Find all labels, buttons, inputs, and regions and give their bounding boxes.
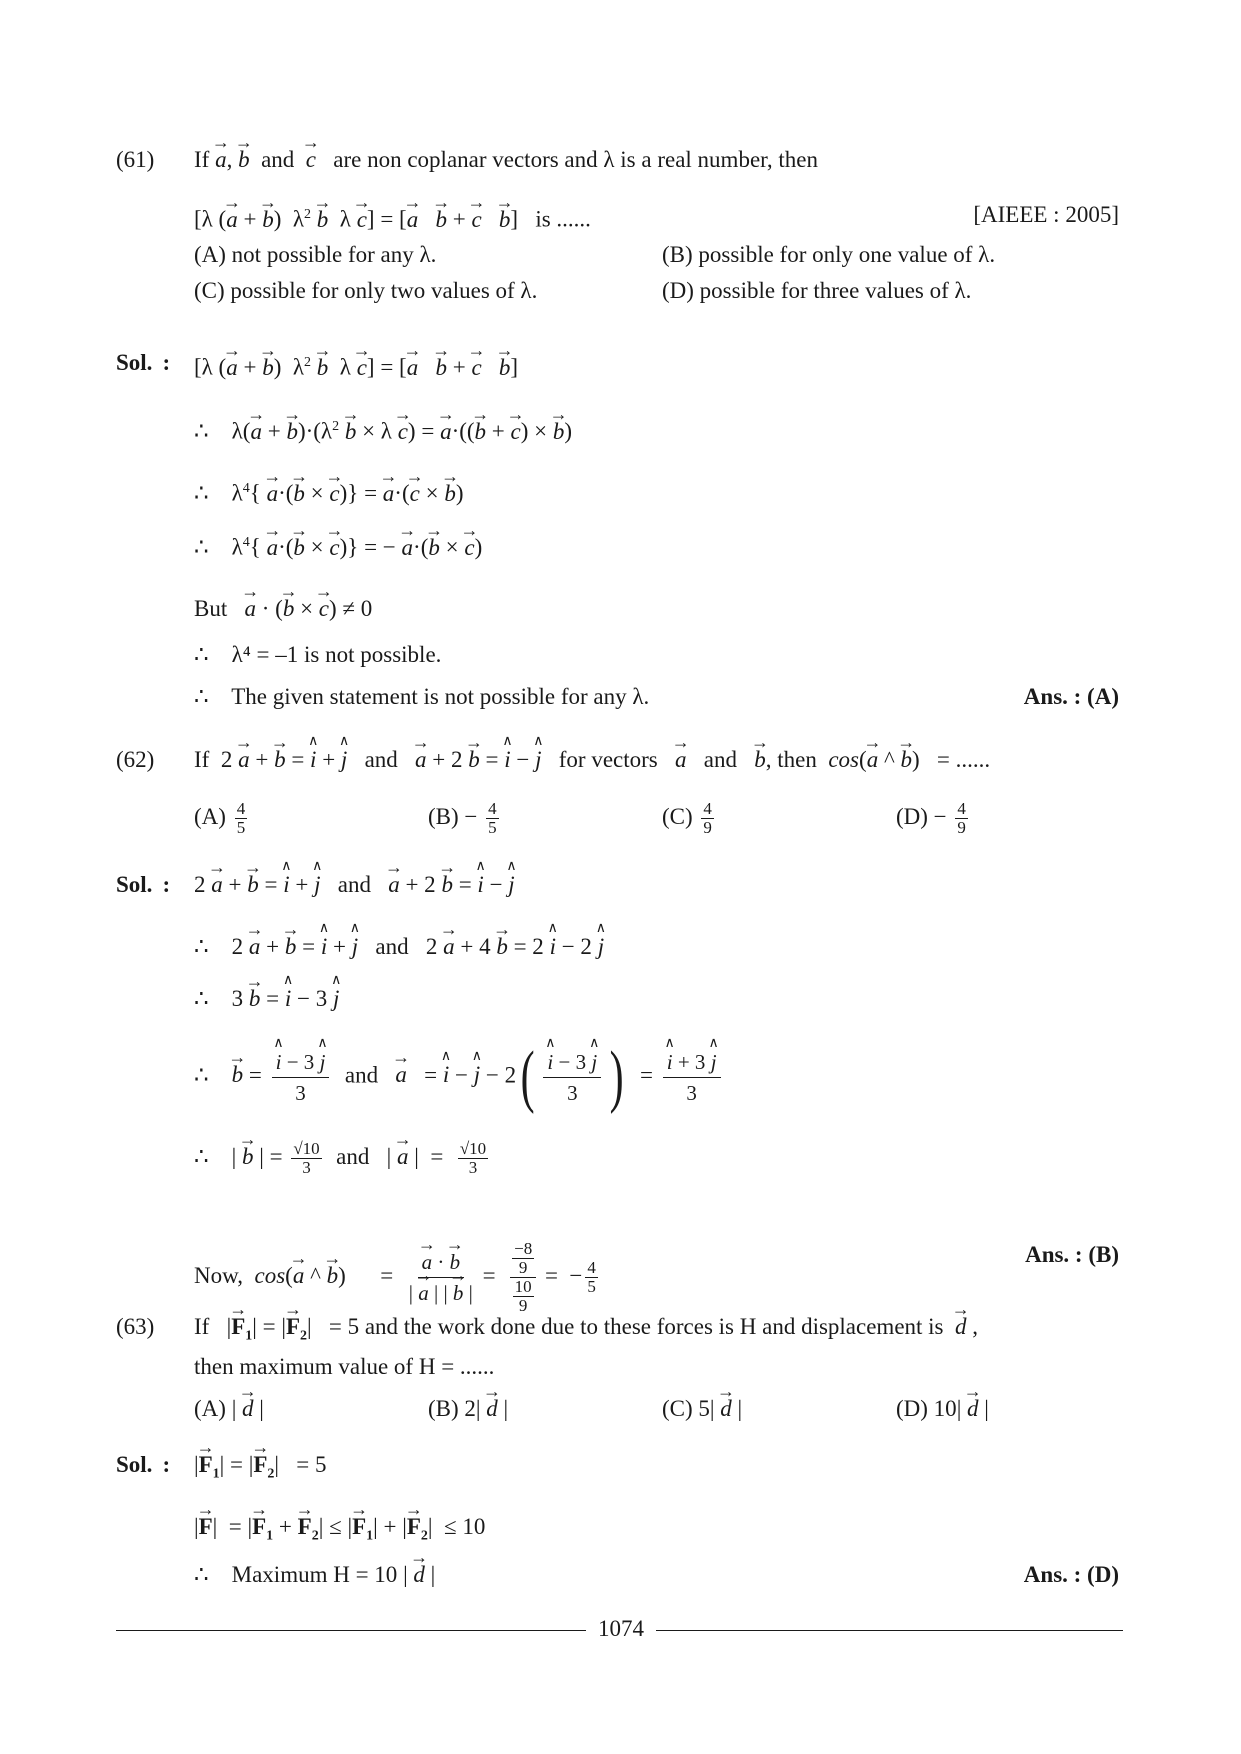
q62-answer: Ans. : (B)	[1025, 1242, 1119, 1267]
q63-stem-line2: then maximum value of H = ......	[194, 1354, 495, 1379]
page-number: 1074	[598, 1616, 644, 1641]
q61-option-a: (A) not possible for any λ.	[194, 242, 437, 267]
q61-number: (61)	[116, 147, 155, 172]
q63-option-b: (B) 2| → d |	[428, 1394, 508, 1424]
q63-number: (63)	[116, 1314, 155, 1339]
q61-option-b: (B) possible for only one value of λ.	[662, 242, 996, 267]
q62-option-c: (C) $\frac{4}{9}$	[662, 799, 712, 837]
q61-option-c: (C) possible for only two values of λ.	[194, 278, 538, 303]
q62-sol-line4: ∴ → b = ∧ $\frac{i - 3 \wedge j}{3}$ and → a = ∧ i − ∧ j − 2( ∧ $\frac{i - 3 \wedge j}{3}$ ) = ∧ $\frac{i + 3 \wedge j}{3}$	[194, 1042, 725, 1112]
q61-sol-conclusion: ∴ The given statement is not possible for any λ.	[194, 684, 650, 709]
q61-equation: [λ (→ a + → b) $\lambda^2 \to b$ λ → c] = [→ a → b + → c → b] is ......	[194, 200, 591, 235]
q63-sol-line2: |→ F| = |→ $F_1$ + → $F_2|$ ≤ |→ $F_1|$ + |→ $F_2| \le 10$	[194, 1512, 485, 1552]
q61-sol-label: Sol. :	[116, 350, 171, 375]
q63-option-a: (A) | → d |	[194, 1394, 264, 1424]
q62-sol-line6: Now, cos(→ a ^ → b) = → $\frac{a \cdot \to b}{| \to a | | \to b |}$ = $\frac{\frac{-8}{9}}{\frac{10}{9}}$ = − $\frac{4}{5}$	[194, 1240, 601, 1315]
q63-sol-line3: ∴ Maximum H = 10 | → d |	[194, 1560, 435, 1590]
q61-stem-text: If → a, → b and → c are non coplanar vectors and λ is a real number, then	[194, 145, 818, 175]
q62-sol-line3: ∴ 3 → b = ∧ i − 3 ∧ j	[194, 984, 339, 1014]
q61-sol-line4: ∴ $\lambda^4\{ \to a\cdot(\to b$ × → c)} = − → a·(→ b × → c)	[194, 528, 482, 563]
page: (61) If → a, → b and → c are non coplanar vectors and λ is a real number, then [λ (→ a + → b) $\lambda^2 \to b$ λ → c] = [→ a → b + → c → b] is ...... [AIEEE : 2005] (A) not possible for any λ. (B) possible for only one value of λ. (C) possible for only two values of λ. (D) possible for three values of λ. Sol. : [λ (→ a + → b) $\lambda^2 \to b$ λ → c] = [→ a → b + → c → b] ∴ λ(→ a + → $b)\cdot(\lambda^2 \to b \times \lambda \to c)$ = → a·((→ b + → c) × → b) ∴ $\lambda^4\{ \to a\cdot(\to b$ × → c)} = → a·(→ c × → b) ∴ $\lambda^4\{ \to a\cdot(\to b$ × → c)} = − → a·(→ b × → c) But → a · (→ b × → c) ≠ 0 ∴ λ⁴ = –1 is not possible. ∴ The given statement is not possible for any λ. Ans. : (A) (62) If 2 → a + → b = ∧ i + ∧ j and → a + 2 → b = ∧ i − ∧ j for vectors → a and → b, then cos(→ a ^ → b) = ...... (A) $\frac{4}{5}$ (B) − $\frac{4}{5}$ (C) $\frac{4}{9}$ (D) − $\frac{4}{9}$ Sol. : 2 → a + → b = ∧ i + ∧ j and → a + 2 → b = ∧ i − ∧ j ∴ 2 → a + → b = ∧ i + ∧ j and 2 → a + 4 → b = 2 ∧ i − 2 ∧ j ∴ 3 → b = ∧ i − 3 ∧ j ∴ → b = ∧ $\frac{i - 3 \wedge j}{3}$ and → a = ∧ i − ∧ j − 2( ∧ $\frac{i - 3 \wedge j}{3}$ ) = ∧ $\frac{i + 3 \wedge j}{3}$ ∴ | → b | = $\frac{√10}{3}$ and | → a | = $\frac{√10}{3}$ Now, cos(→ a ^ → b) = → $\frac{a \cdot \to b}{| \to a | | \to b |}$ = $\frac{\frac{-8}{9}}{\frac{10}{9}}$ = − $\frac{4}{5}$ Ans. : (B) (63) If |→ $F_1|$ = |→ $F_2| = 5$ and the work done due to these forces is H and displacement is → d , then maximum value of H = ...... (A) | → d | (B) 2| → d | (C) 5| → d | (D) 10| → d | Sol. : |→ $F_1|$ = |→ $F_2| = 5$ |→ F| = |→ $F_1$ + → $F_2|$ ≤ |→ $F_1|$ + |→ $F_2| \le 10$ ∴ Maximum H = 10 | → d | Ans. : (D) 1074	[0, 0, 1241, 1754]
q62-option-b: (B) − $\frac{4}{5}$	[428, 799, 497, 837]
footer-rule-right	[656, 1630, 1123, 1631]
q63-option-c: (C) 5| → d |	[662, 1394, 742, 1424]
q61-reference: [AIEEE : 2005]	[973, 202, 1119, 227]
q62-sol-line5: ∴ | → b | = $\frac{√10}{3}$ and | → a | = $\frac{√10}{3}$	[194, 1140, 491, 1177]
q61-sol-line2: ∴ λ(→ a + → $b)\cdot(\lambda^2 \to b \times \lambda \to c)$ = → a·((→ b + → c) × → b)	[194, 412, 572, 447]
q61-option-d: (D) possible for three values of λ.	[662, 278, 972, 303]
q63-answer: Ans. : (D)	[1023, 1562, 1119, 1587]
q62-option-a: (A) $\frac{4}{5}$	[194, 799, 246, 837]
q62-option-d: (D) − $\frac{4}{9}$	[896, 799, 966, 837]
q61-answer: Ans. : (A)	[1023, 684, 1119, 709]
q61-sol-line3: ∴ $\lambda^4\{ \to a\cdot(\to b$ × → c)} = → a·(→ c × → b)	[194, 474, 464, 509]
q61-sol-but: But → a · (→ b × → c) ≠ 0	[194, 594, 372, 624]
q62-sol-line2: ∴ 2 → a + → b = ∧ i + ∧ j and 2 → a + 4 → b = 2 ∧ i − 2 ∧ j	[194, 932, 604, 962]
footer-rule-left	[116, 1630, 586, 1631]
q61-sol-not-possible: ∴ λ⁴ = –1 is not possible.	[194, 642, 442, 667]
q62-number: (62)	[116, 747, 155, 772]
q63-option-d: (D) 10| → d |	[896, 1394, 989, 1424]
